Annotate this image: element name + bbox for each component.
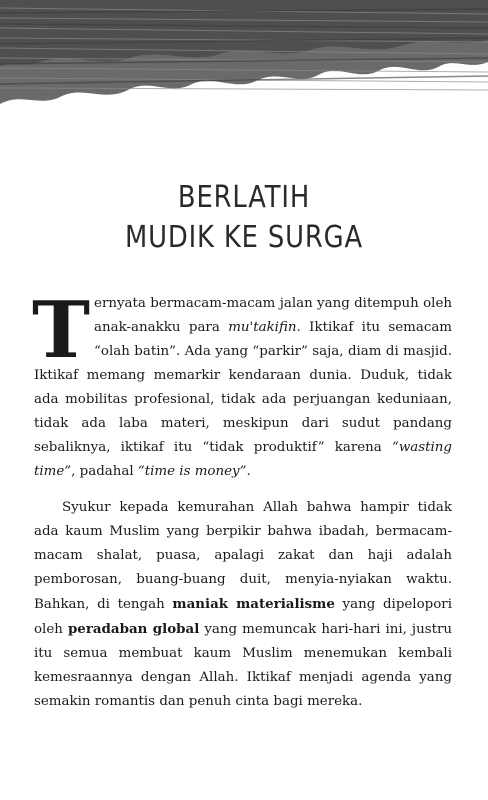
chapter-title-line-1: BERLATIH <box>177 180 311 216</box>
paragraph-2-part-1: Syukur kepada kemurahan Allah bahwa hampir tidak ada kaum Muslim yang berpikir bahwa ibadah, bermacam-macam shalat, puasa, apalagi zakat dan haji adalah pemborosan, buang-buang duit, menyia-nyiakan waktu. Bahkan, di tengah <box>34 500 452 612</box>
paragraph-1 <box>32 285 453 484</box>
chapter-title-line-2: MUDIK KE SURGA <box>124 220 364 256</box>
paragraph-2-part-3: yang memuncak hari-hari ini, justru itu semua membuat kaum Muslim menemukan kembali kemesraannya dengan Allah. Iktikaf menjadi agenda yang semakin romantis dan penuh cinta bagi mereka. <box>34 622 452 709</box>
paragraph-2-bold-materialisme: maniak materialisme <box>172 596 335 612</box>
paragraph-2-bold-peradaban: peradaban global <box>67 621 200 637</box>
paragraph-2 <box>34 496 452 714</box>
paragraph-1-part-4: . <box>246 464 251 479</box>
paragraph-2-part-2: yang dipelopori oleh <box>34 597 452 637</box>
drop-cap: T <box>32 285 91 376</box>
paragraph-1-italic-wasting-time: “wasting time” <box>34 440 452 479</box>
paragraph-1-part-3: , padahal <box>71 464 138 479</box>
paragraph-1-italic-time-is-money: “time is money” <box>137 464 247 479</box>
header-texture <box>0 0 488 115</box>
paragraph-1-part-2: . Iktikaf itu semacam “olah batin”. Ada yang “parkir” saja, diam di masjid. Iktikaf memang memarkir kendaraan dunia. Duduk, tidak ada mobilitas profesional, tidak ada perjuangan keduniaan, tidak ada laba materi, meskipun dari sudut pandang sebaliknya, iktikaf itu “tidak produktif” karena <box>34 320 453 455</box>
paragraph-1-italic-term: mu'takifin <box>228 320 297 335</box>
body-text <box>32 285 453 714</box>
paragraph-1-part-1: ernyata bermacam-macam jalan yang ditempuh oleh anak-anakku para <box>94 296 452 335</box>
chapter-title <box>34 178 454 258</box>
